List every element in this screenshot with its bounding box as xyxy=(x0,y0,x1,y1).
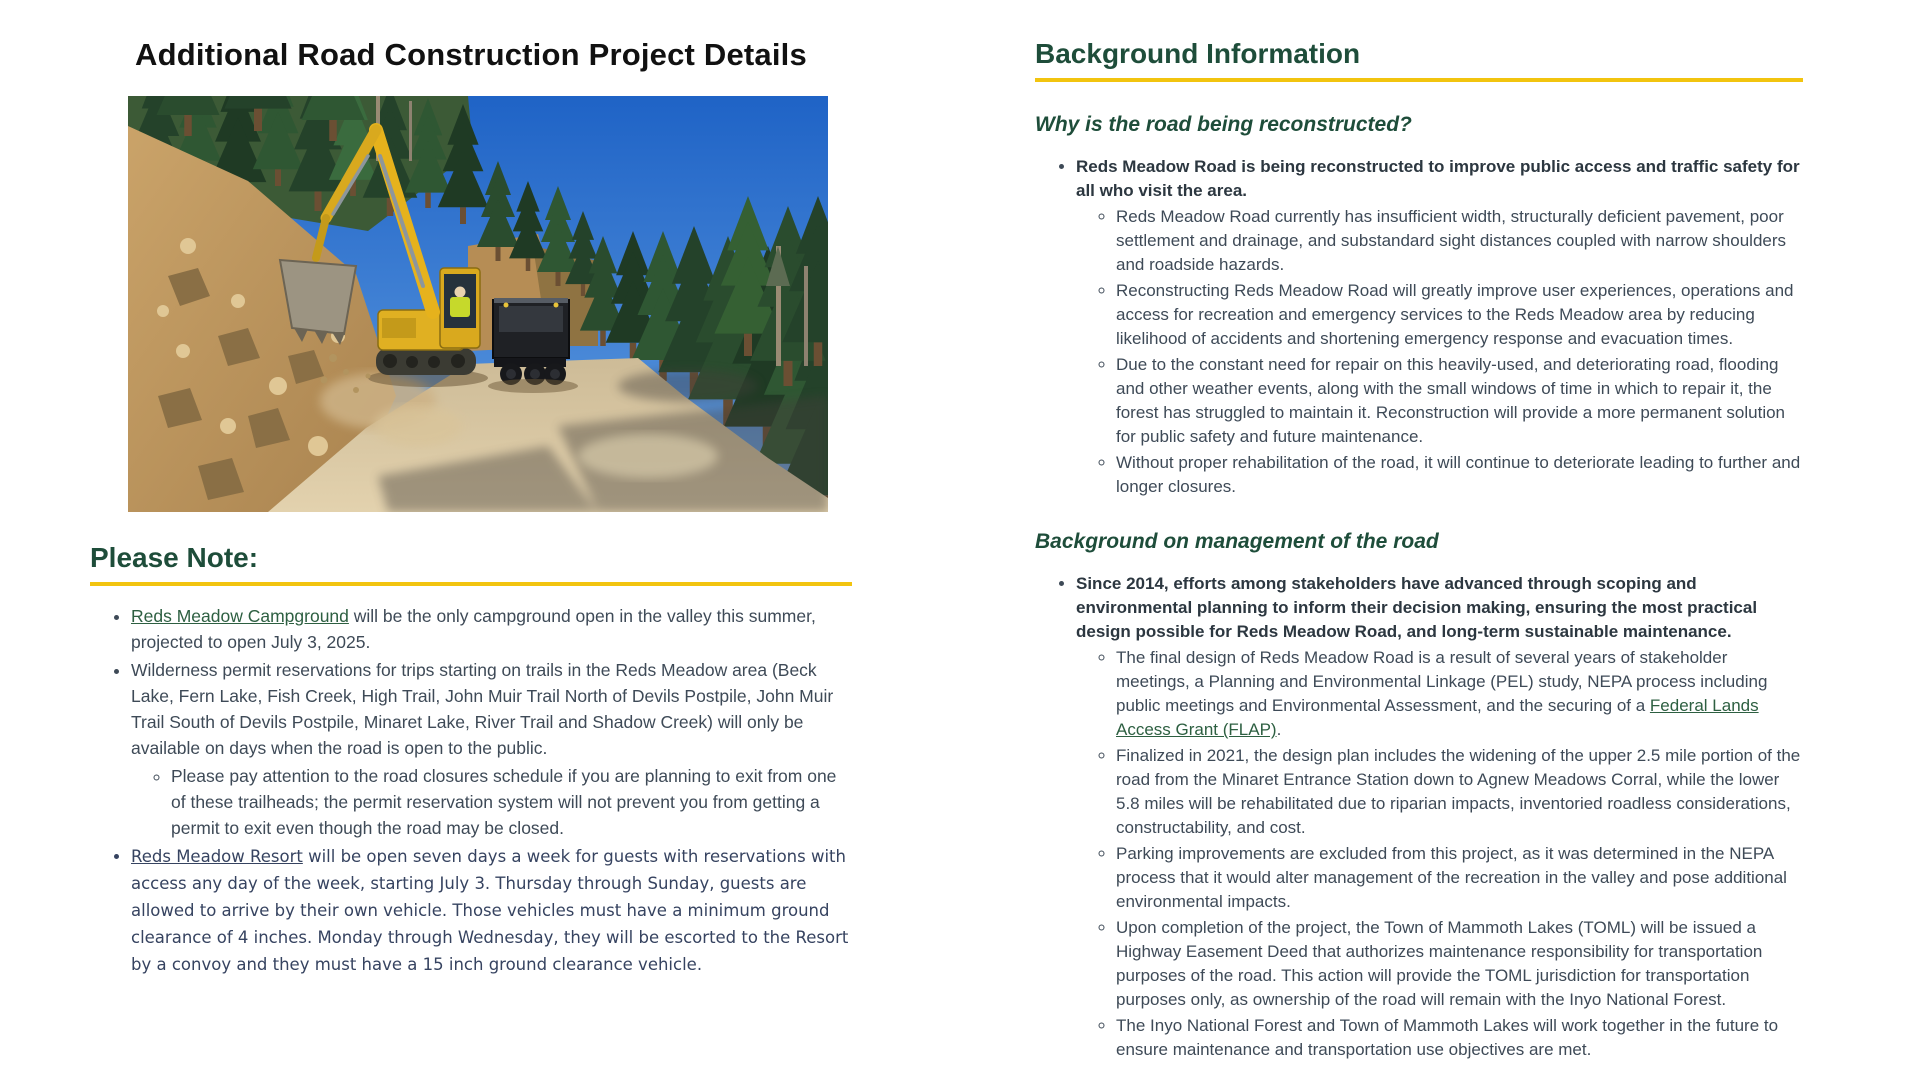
background-heading: Background Information xyxy=(1035,38,1361,69)
list-item-mgmt-lead xyxy=(1076,572,1803,1062)
campground-link[interactable]: Reds Meadow Campground xyxy=(131,606,349,627)
subheading-why: Why is the road being reconstructed? xyxy=(1035,113,1412,136)
management-sublist xyxy=(1076,646,1803,1062)
page-title: Additional Road Construction Project Details xyxy=(135,37,807,72)
list-item-why-1: ◦ Reds Meadow Road currently has insufficient width, structurally deficient pavement, poor settlement and drainage, and substandard sight distances coupled with narrow shoulders and roadside hazards. xyxy=(1116,205,1803,277)
left-column xyxy=(90,0,852,980)
mgmt-1-before: The final design of Reds Meadow Road is a result of several years of stakeholder meetings, a Planning and Environmental Linkage (PEL) study, NEPA process including public meetings and Environmental Assessment, and the securing of a xyxy=(1116,648,1768,716)
construction-photo-illustration xyxy=(128,96,828,512)
subheading-management: Background on management of the road xyxy=(1035,530,1439,554)
dump-truck xyxy=(488,298,578,393)
list-item-why-lead xyxy=(1076,155,1803,499)
list-item-why-3: ◦ Due to the constant need for repair on this heavily-used, and deteriorating road, flooding and other weather events, along with the small windows of time in which to repair it, the forest has struggled to maintain it. Reconstruction will provide a more permanent solution for public safety and future maintenance. xyxy=(1116,353,1803,449)
list-item-mgmt-1 xyxy=(1116,646,1803,742)
list-item-closures-note: ◦ Please pay attention to the road closures schedule if you are planning to exit from one of these trailheads; the permit reservation system will not prevent you from getting a permit to exit even though the road may be closed. xyxy=(171,763,852,841)
permits-text: Wilderness permit reservations for trips starting on trails in the Reds Meadow area (Beck Lake, Fern Lake, Fish Creek, High Trail, John Muir Trail North of Devils Postpile, John Muir Trail South of Devils Postpile, Minaret Lake, River Trail and Shadow Creek) will only be available on days when the road is open to the public. xyxy=(131,660,834,759)
background-divider xyxy=(1035,78,1803,82)
list-item-mgmt-4: ◦ Upon completion of the project, the Town of Mammoth Lakes (TOML) will be issued a Highway Easement Deed that authorizes maintenance responsibility for transportation purposes of the road. This action will provide the TOML jurisdiction for transportation purposes only, as ownership of the road will remain with the Inyo National Forest. xyxy=(1116,916,1803,1012)
construction-photo xyxy=(128,96,828,512)
permits-sublist xyxy=(131,763,852,841)
list-item-why-2: ◦ Reconstructing Reds Meadow Road will greatly improve user experiences, operations and access for recreation and emergency services to the Reds Meadow area by reducing likelihood of accidents and shortening emergency response and evacuation times. xyxy=(1116,279,1803,351)
list-item-mgmt-3: ◦ Parking improvements are excluded from this project, as it was determined in the NEPA process that it would alter management of the recreation in the valley and pose additional environmental impacts. xyxy=(1116,842,1803,914)
management-list xyxy=(1035,572,1803,1062)
resort-link[interactable]: Reds Meadow Resort xyxy=(131,847,303,867)
list-item-mgmt-5: ◦ The Inyo National Forest and Town of Mammoth Lakes will work together in the future to ensure maintenance and transportation use objectives are met. xyxy=(1116,1014,1803,1062)
resort-text: will be open seven days a week for guests with reservations with access any day of the week, starting July 3. Thursday through Sunday, guests are allowed to arrive by their own vehicle. Those vehicles must have a minimum ground clearance of 4 inches. Monday through Wednesday, they will be escorted to the Resort by a convoy and they must have a 15 inch ground clearance vehicle. xyxy=(131,847,849,975)
campground-text: will be the only campground open in the valley this summer, projected to open July 3, 2025. xyxy=(131,606,816,653)
mgmt-1-after: . xyxy=(1276,720,1282,740)
list-item-campground xyxy=(131,603,852,655)
list-item-resort xyxy=(131,843,852,978)
note-divider xyxy=(90,582,852,586)
list-item-why-4: ◦ Without proper rehabilitation of the road, it will continue to deteriorate leading to further and longer closures. xyxy=(1116,451,1803,499)
list-item-permits xyxy=(131,657,852,841)
why-list xyxy=(1035,155,1803,499)
mgmt-lead-text: Since 2014, efforts among stakeholders have advanced through scoping and environmental planning to inform their decision making, ensuring the most practical design possible for Reds Meadow Road, and long-term sustainable maintenance. xyxy=(1076,574,1758,642)
note-heading: Please Note: xyxy=(90,542,259,574)
why-sublist xyxy=(1076,205,1803,499)
note-list xyxy=(90,603,852,978)
list-item-mgmt-2: ◦ Finalized in 2021, the design plan includes the widening of the upper 2.5 mile portion of the road from the Minaret Entrance Station down to Agnew Meadows Corral, while the lower 5.8 miles will be rehabilitated due to riparian impacts, inventoried roadless considerations, constructability, and cost. xyxy=(1116,744,1803,840)
right-column xyxy=(1035,0,1803,1064)
why-lead-text: Reds Meadow Road is being reconstructed to improve public access and traffic safety for all who visit the area. xyxy=(1076,157,1800,201)
flap-link[interactable]: Federal Lands Access Grant (FLAP) xyxy=(1116,696,1759,740)
